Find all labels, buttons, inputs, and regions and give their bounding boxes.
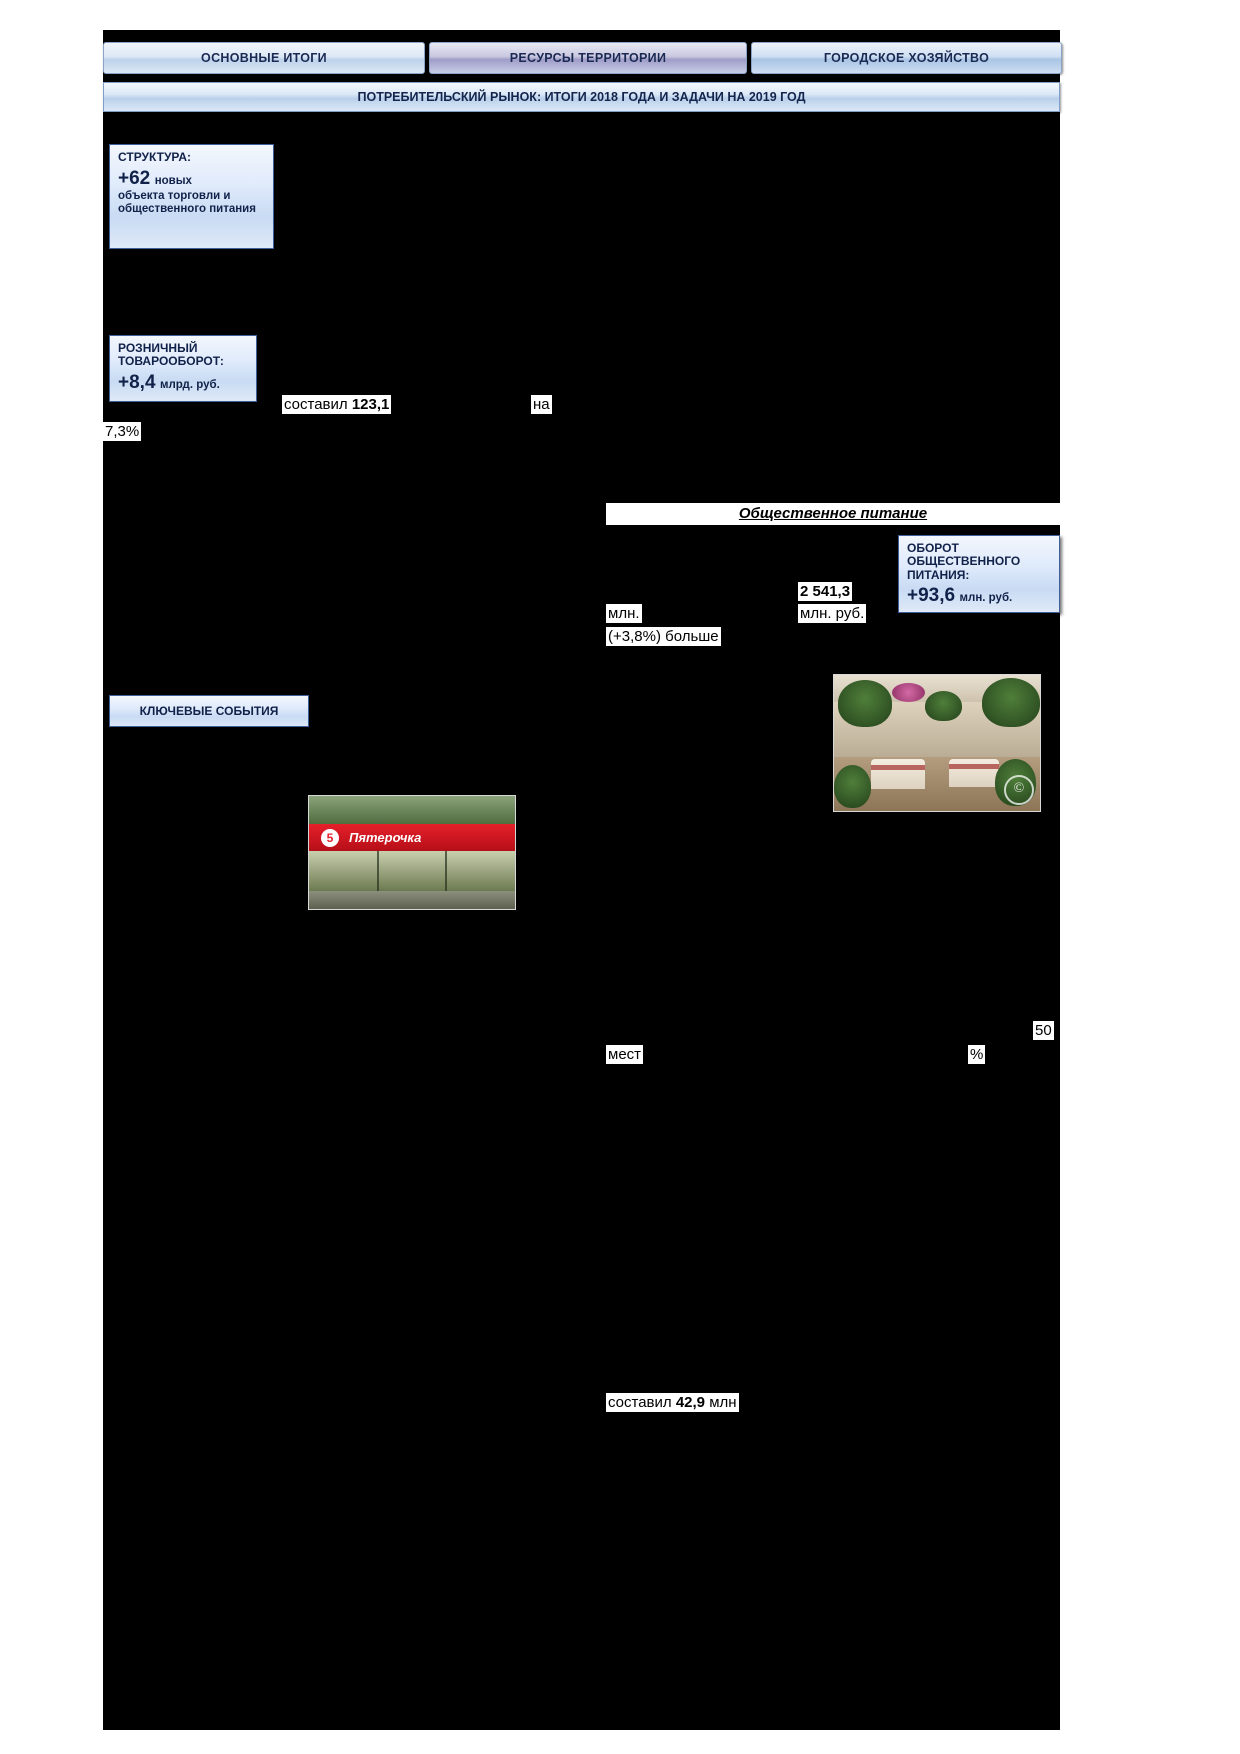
store-photo-sky — [309, 796, 515, 825]
retail-na-fragment: на — [533, 396, 550, 413]
tax-value-text: 42,9 — [675, 1394, 706, 1411]
plant-icon — [838, 680, 892, 726]
places-fragment: мест — [608, 1046, 642, 1063]
slide-canvas — [103, 30, 1060, 1730]
restaurant-table-runner-left — [871, 765, 925, 770]
retail-sostavil-text: составил — [284, 396, 348, 413]
tax-sostavil-fragment — [606, 1393, 739, 1412]
tax-unit-text: млн — [709, 1394, 737, 1411]
store-photo-ground — [309, 891, 515, 909]
structure-header: СТРУКТУРА: — [118, 150, 192, 164]
catering-value-fragment: 2 541,3 — [800, 583, 851, 600]
retail-sostavil-fragment — [282, 395, 391, 414]
structure-value-suffix: новых — [154, 175, 192, 188]
catering-turnover-unit: млн. руб. — [959, 592, 1013, 605]
key-events-header: КЛЮЧЕВЫЕ СОБЫТИЯ — [139, 704, 279, 718]
restaurant-photo — [833, 674, 1041, 812]
retail-turnover-header: РОЗНИЧНЫЙ ТОВАРООБОРОТ: — [118, 341, 224, 369]
nav-tabs — [103, 42, 1060, 74]
catering-unit-fragment: млн. руб. — [800, 605, 865, 622]
retail-turnover-unit: млрд. руб. — [159, 378, 220, 391]
catering-turnover-value: +93,6 — [907, 585, 956, 607]
store-photo-windows — [309, 851, 515, 891]
plant-icon — [834, 765, 871, 809]
plant-icon — [925, 691, 962, 721]
key-events-callout — [109, 695, 309, 727]
retail-turnover-callout — [109, 335, 257, 402]
catering-turnover-callout — [898, 535, 1060, 613]
percent-value-fragment: 50 — [1035, 1022, 1052, 1039]
restaurant-table-runner-right — [949, 764, 998, 769]
store-photo-sign — [309, 824, 515, 851]
retail-value-text: 123,1 — [351, 396, 390, 413]
page-title: ПОТРЕБИТЕЛЬСКИЙ РЫНОК: ИТОГИ 2018 ГОДА И ЗАДАЧИ НА 2019 ГОД — [103, 82, 1060, 112]
tab-resursy-territorii[interactable]: РЕСУРСЫ ТЕРРИТОРИИ — [429, 42, 747, 74]
structure-callout — [109, 144, 274, 249]
structure-value: +62 — [118, 168, 151, 190]
catering-growth-fragment: (+3,8%) больше — [608, 628, 719, 645]
store-logo-badge: 5 — [321, 829, 339, 847]
store-photo — [308, 795, 516, 910]
structure-description: объекта торговли и общественного питания — [118, 190, 256, 216]
percent-symbol-fragment: % — [970, 1046, 984, 1063]
catering-mln-fragment: млн. — [608, 605, 640, 622]
flower-icon — [892, 683, 925, 702]
restaurant-table-left — [871, 759, 925, 789]
catering-section-header: Общественное питание — [606, 503, 1060, 525]
retail-turnover-value: +8,4 — [118, 371, 156, 393]
retail-percent-fragment: 7,3% — [105, 423, 140, 440]
tax-sostavil-text: составил — [608, 1394, 672, 1411]
watermark-icon: © — [1004, 775, 1034, 805]
tab-osnovnye-itogi[interactable]: ОСНОВНЫЕ ИТОГИ — [103, 42, 425, 74]
store-sign-text: Пятерочка — [349, 830, 422, 846]
plant-icon — [982, 678, 1040, 727]
tab-gorodskoe-hozyaystvo[interactable]: ГОРОДСКОЕ ХОЗЯЙСТВО — [751, 42, 1062, 74]
catering-turnover-header: ОБОРОТ ОБЩЕСТВЕННОГО ПИТАНИЯ: — [907, 541, 1021, 582]
